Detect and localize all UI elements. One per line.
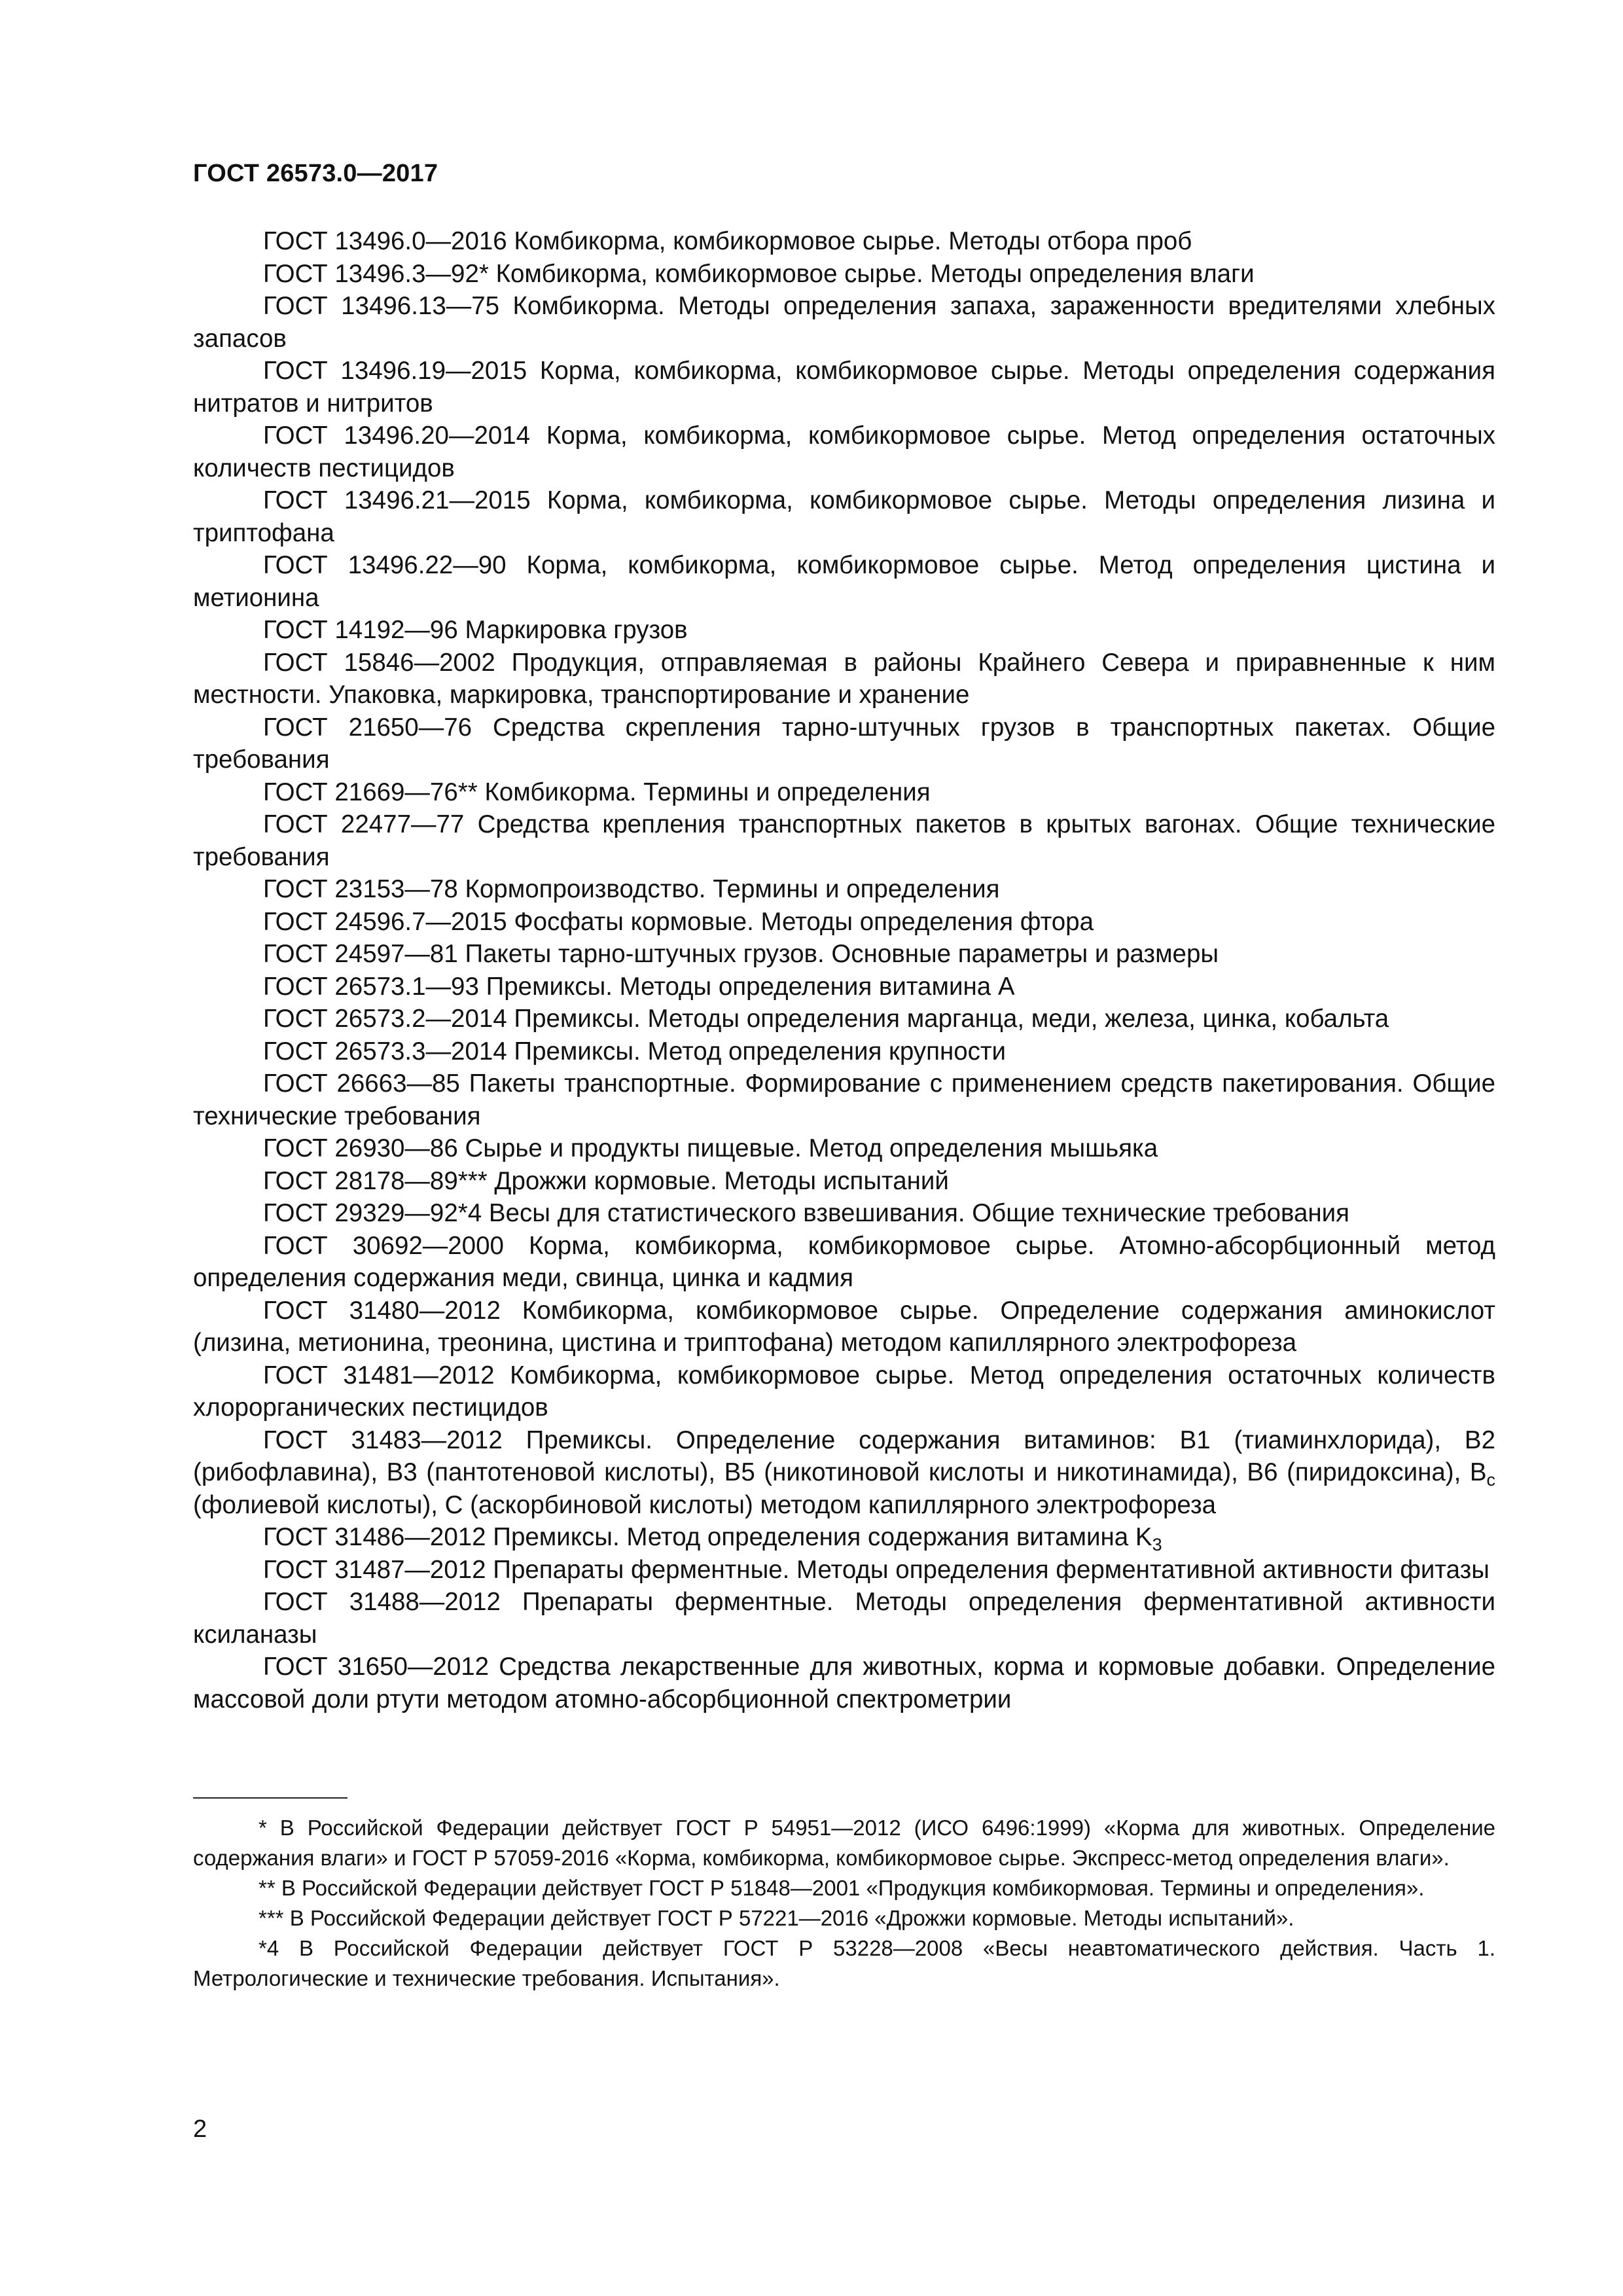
reference-text: Премиксы. Метод определения содержания витамина K xyxy=(493,1523,1152,1551)
reference-entry xyxy=(193,549,1495,614)
footnote-text: В Российской Федерации действует ГОСТ Р 51848—2001 «Продукция комбикормовая. Термины и определения». xyxy=(281,1876,1425,1900)
reference-code: ГОСТ 13496.3—92* xyxy=(263,259,489,288)
reference-code: ГОСТ 31483—2012 xyxy=(263,1426,503,1454)
reference-code: ГОСТ 26663—85 xyxy=(263,1069,460,1098)
reference-code: ГОСТ 13496.21—2015 xyxy=(263,486,531,514)
reference-code: ГОСТ 31650—2012 xyxy=(263,1653,490,1681)
reference-entry xyxy=(193,1586,1495,1651)
footnote-mark: *4 xyxy=(259,1936,279,1960)
reference-text: Премиксы. Методы определения марганца, меди, железа, цинка, кобальта xyxy=(514,1005,1389,1033)
reference-entry xyxy=(193,647,1495,711)
reference-code: ГОСТ 13496.19—2015 xyxy=(263,357,527,385)
reference-entry xyxy=(193,290,1495,355)
reference-code: ГОСТ 13496.20—2014 xyxy=(263,422,531,450)
reference-code: ГОСТ 21669—76** xyxy=(263,778,478,806)
reference-code: ГОСТ 15846—2002 xyxy=(263,648,495,677)
reference-text: Пакеты транспортные. Формирование с применением средств пакетирования. Общие технические требования xyxy=(193,1069,1495,1130)
reference-text: Средства крепления транспортных пакетов в крытых вагонах. Общие технические требования xyxy=(193,810,1495,871)
reference-entry xyxy=(193,1197,1495,1230)
footnote-text: В Российской Федерации действует ГОСТ Р 53228—2008 «Весы неавтоматического действия. Часть 1. Метрологические и технические требования. Испытания». xyxy=(193,1936,1495,1990)
reference-code: ГОСТ 31488—2012 xyxy=(263,1588,501,1616)
reference-entry xyxy=(193,906,1495,939)
references-list xyxy=(193,225,1495,1715)
reference-code: ГОСТ 30692—2000 xyxy=(263,1231,504,1260)
reference-entry xyxy=(193,258,1495,291)
reference-entry xyxy=(193,1067,1495,1132)
reference-text: Корма, комбикорма, комбикормовое сырье. Методы определения содержания нитратов и нитритов xyxy=(193,357,1495,418)
reference-text: Пакеты тарно-штучных грузов. Основные параметры и размеры xyxy=(465,940,1219,968)
reference-text: Дрожжи кормовые. Методы испытаний xyxy=(494,1166,949,1195)
reference-text: Комбикорма. Термины и определения xyxy=(484,778,931,806)
reference-entry xyxy=(193,484,1495,549)
reference-code: ГОСТ 21650—76 xyxy=(263,713,473,742)
reference-entry xyxy=(193,225,1495,258)
reference-entry xyxy=(193,1295,1495,1359)
reference-code: ГОСТ 26930—86 xyxy=(263,1134,458,1162)
reference-text: Комбикорма. Методы определения запаха, зараженности вредителями хлебных запасов xyxy=(193,292,1495,353)
reference-text: Препараты ферментные. Методы определения ферментативной активности ксиланазы xyxy=(193,1588,1495,1649)
reference-entry xyxy=(193,420,1495,484)
reference-entry xyxy=(193,776,1495,809)
reference-entry xyxy=(193,1165,1495,1198)
footnote-mark: *** xyxy=(259,1906,284,1930)
reference-entry xyxy=(193,1359,1495,1424)
reference-text: Комбикорма, комбикормовое сырье. Определение содержания аминокислот (лизина, метионина, треонина, цистина и триптофана) методом капиллярного электрофореза xyxy=(193,1296,1495,1357)
reference-text: Сырье и продукты пищевые. Метод определения мышьяка xyxy=(465,1134,1158,1162)
reference-entry xyxy=(193,1651,1495,1715)
reference-code: ГОСТ 13496.13—75 xyxy=(263,292,500,320)
reference-entry xyxy=(193,1035,1495,1068)
reference-text: Кормопроизводство. Термины и определения xyxy=(465,875,1000,903)
footnote-mark: ** xyxy=(259,1876,276,1900)
subscript: 3 xyxy=(1152,1535,1162,1555)
reference-text: Средства скрепления тарно-штучных грузов в транспортных пакетах. Общие требования xyxy=(193,713,1495,774)
reference-text: Комбикорма, комбикормовое сырье. Методы отбора проб xyxy=(514,227,1192,255)
reference-entry xyxy=(193,355,1495,420)
reference-code: ГОСТ 31481—2012 xyxy=(263,1361,495,1390)
reference-text: Корма, комбикорма, комбикормовое сырье. Атомно-абсорбционный метод определения содержания меди, свинца, цинка и кадмия xyxy=(193,1231,1495,1292)
reference-code: ГОСТ 31487—2012 xyxy=(263,1555,486,1584)
reference-code: ГОСТ 26573.1—93 xyxy=(263,972,479,1001)
reference-entry xyxy=(193,1554,1495,1587)
reference-text: (фолиевой кислоты), С (аскорбиновой кислоты) методом капиллярного электрофореза xyxy=(193,1490,1217,1519)
reference-entry xyxy=(193,971,1495,1003)
reference-code: ГОСТ 31486—2012 xyxy=(263,1523,486,1551)
page-header: ГОСТ 26573.0—2017 xyxy=(193,160,438,187)
footnote-mark: * xyxy=(259,1816,267,1840)
reference-entry xyxy=(193,873,1495,906)
reference-text: Корма, комбикорма, комбикормовое сырье. Методы определения лизина и триптофана xyxy=(193,486,1495,547)
reference-code: ГОСТ 13496.0—2016 xyxy=(263,227,507,255)
reference-code: ГОСТ 23153—78 xyxy=(263,875,458,903)
footnote xyxy=(193,1813,1495,1873)
subscript: c xyxy=(1486,1470,1495,1490)
reference-code: ГОСТ 14192—96 xyxy=(263,616,458,644)
reference-entry xyxy=(193,808,1495,873)
reference-code: ГОСТ 31480—2012 xyxy=(263,1296,501,1325)
reference-text: Премиксы. Метод определения крупности xyxy=(514,1037,1007,1066)
reference-text: Премиксы. Определение содержания витаминов: B1 (тиаминхлорида), B2 (рибофлавина), B3 (пантотеновой кислоты), B5 (никотиновой кислоты и никотинамида), B6 (пиридоксина), B xyxy=(193,1426,1495,1486)
reference-text: Комбикорма, комбикормовое сырье. Метод определения остаточных количеств хлорорганических пестицидов xyxy=(193,1361,1495,1422)
reference-entry xyxy=(193,1521,1495,1554)
reference-text: Фосфаты кормовые. Методы определения фтора xyxy=(514,907,1094,936)
reference-code: ГОСТ 26573.3—2014 xyxy=(263,1037,507,1066)
footnote xyxy=(193,1933,1495,1994)
reference-code: ГОСТ 13496.22—90 xyxy=(263,551,507,579)
reference-text: Препараты ферментные. Методы определения ферментативной активности фитазы xyxy=(493,1555,1489,1584)
reference-text: Корма, комбикорма, комбикормовое сырье. Метод определения остаточных количеств пестицидов xyxy=(193,422,1495,482)
footnotes xyxy=(193,1813,1495,1994)
footnote-text: В Российской Федерации действует ГОСТ Р 57221—2016 «Дрожжи кормовые. Методы испытаний». xyxy=(289,1906,1294,1930)
reference-entry xyxy=(193,938,1495,971)
reference-entry xyxy=(193,711,1495,776)
reference-code: ГОСТ 28178—89*** xyxy=(263,1166,488,1195)
reference-entry xyxy=(193,1230,1495,1295)
reference-code: ГОСТ 29329—92*4 xyxy=(263,1199,482,1227)
reference-text: Маркировка грузов xyxy=(465,616,688,644)
reference-code: ГОСТ 24597—81 xyxy=(263,940,458,968)
reference-entry xyxy=(193,1003,1495,1035)
reference-code: ГОСТ 24596.7—2015 xyxy=(263,907,507,936)
reference-entry xyxy=(193,614,1495,647)
reference-text: Комбикорма, комбикормовое сырье. Методы определения влаги xyxy=(495,259,1255,288)
reference-entry xyxy=(193,1132,1495,1165)
reference-text: Весы для статистического взвешивания. Общие технические требования xyxy=(488,1199,1350,1227)
page-number: 2 xyxy=(193,2115,207,2143)
footnote-text: В Российской Федерации действует ГОСТ Р 54951—2012 (ИСО 6496:1999) «Корма для животных. Определение содержания влаги» и ГОСТ Р 57059-2016 «Корма, комбикорма, комбикормовое сырье. Экспресс-метод определения влаги». xyxy=(193,1816,1496,1870)
footnote xyxy=(193,1903,1495,1933)
footnote xyxy=(193,1873,1495,1903)
reference-text: Продукция, отправляемая в районы Крайнего Севера и приравненные к ним местности. Упаковка, маркировка, транспортирование и хранение xyxy=(193,648,1495,709)
reference-text: Премиксы. Методы определения витамина А xyxy=(486,972,1015,1001)
footnote-separator xyxy=(193,1797,348,1799)
reference-code: ГОСТ 22477—77 xyxy=(263,810,465,838)
reference-text: Корма, комбикорма, комбикормовое сырье. Метод определения цистина и метионина xyxy=(193,551,1495,612)
reference-code: ГОСТ 26573.2—2014 xyxy=(263,1005,507,1033)
reference-text: Средства лекарственные для животных, корма и кормовые добавки. Определение массовой доли ртути методом атомно-абсорбционной спектрометрии xyxy=(193,1653,1495,1713)
reference-entry xyxy=(193,1424,1495,1522)
